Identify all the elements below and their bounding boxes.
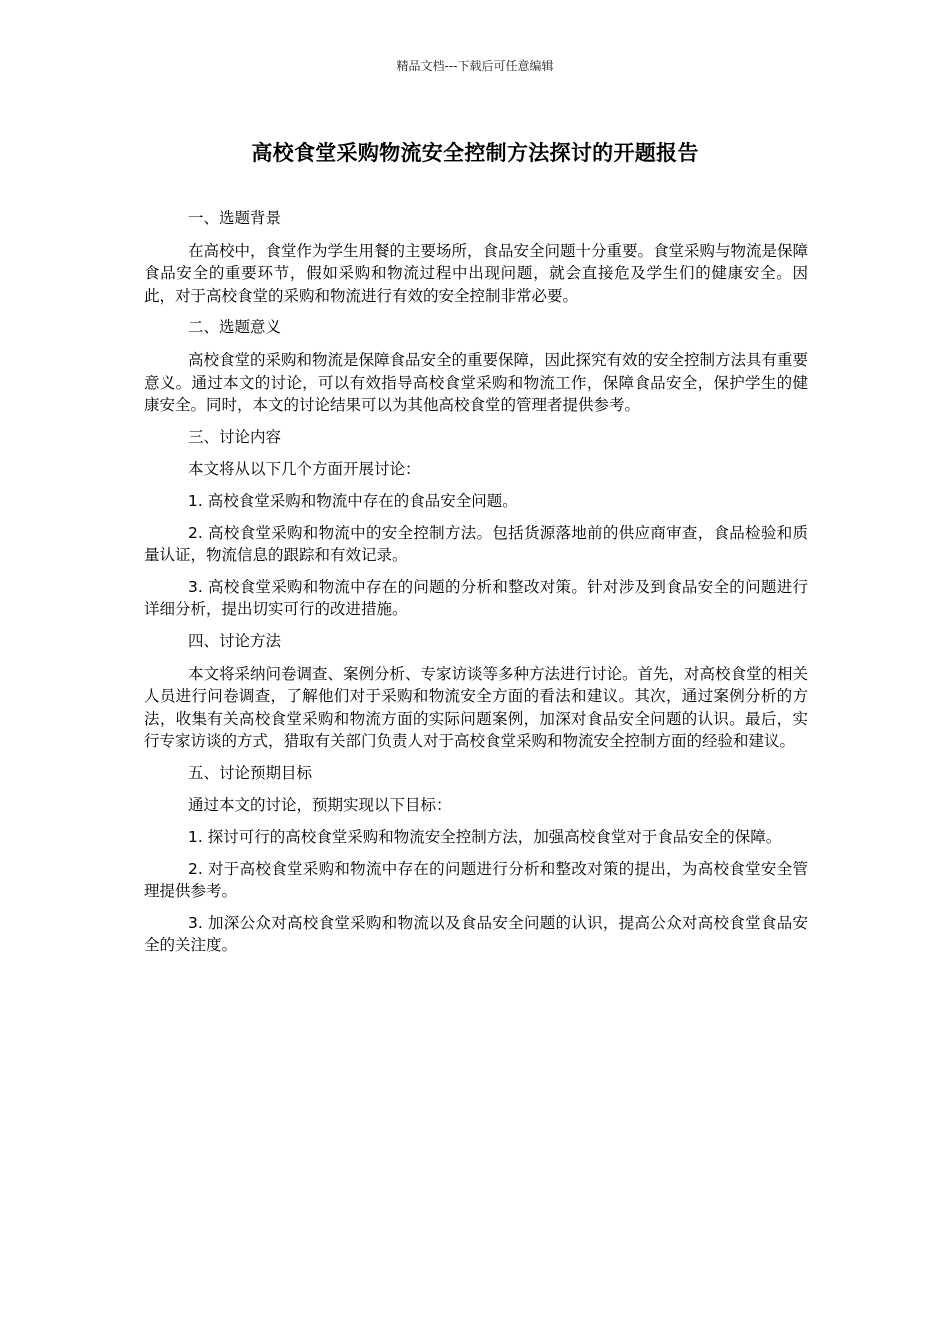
paragraph: 本文将采纳问卷调查、案例分析、专家访谈等多种方法进行讨论。首先，对高校食堂的相关人员进行问卷调查，了解他们对于采购和物流安全方面的看法和建议。其次，通过案例分析的方法，收集有关高校食堂采购和物流方面的实际问题案例，加深对食品安全问题的认识。最后，实行专家访谈的方式，猎取有关部门负责人对于高校食堂采购和物流安全控制方面的经验和建议。 bbox=[144, 664, 809, 751]
list-item: 1. 探讨可行的高校食堂采购和物流安全控制方法，加强高校食堂对于食品安全的保障。 bbox=[188, 828, 782, 847]
paragraph: 高校食堂的采购和物流是保障食品安全的重要保障，因此探究有效的安全控制方法具有重要意义。通过本文的讨论，可以有效指导高校食堂采购和物流工作，保障食品安全，保护学生的健康安全。同时，本文的讨论结果可以为其他高校食堂的管理者提供参考。 bbox=[144, 350, 809, 415]
list-item: 3. 加深公众对高校食堂采购和物流以及食品安全问题的认识，提高公众对高校食堂食品安全的关注度。 bbox=[144, 913, 808, 955]
section-heading-significance: 二、选题意义 bbox=[188, 318, 282, 337]
document-body bbox=[144, 207, 808, 966]
paragraph: 在高校中，食堂作为学生用餐的主要场所，食品安全问题十分重要。食堂采购与物流是保障食品安全的重要环节，假如采购和物流过程中出现问题，就会直接危及学生们的健康安全。因此，对于高校食堂的采购和物流进行有效的安全控制非常必要。 bbox=[144, 241, 809, 305]
list-item: 2. 对于高校食堂采购和物流中存在的问题进行分析和整改对策的提出，为高校食堂安全管理提供参考。 bbox=[144, 859, 808, 901]
list-item: 2. 高校食堂采购和物流中的安全控制方法。包括货源落地前的供应商审查，食品检验和质量认证，物流信息的跟踪和有效记录。 bbox=[144, 523, 808, 565]
paragraph: 通过本文的讨论，预期实现以下目标： bbox=[188, 796, 452, 815]
section-heading-content: 三、讨论内容 bbox=[188, 427, 282, 446]
document-title: 高校食堂采购物流安全控制方法探讨的开题报告 bbox=[251, 141, 699, 165]
section-heading-goals: 五、讨论预期目标 bbox=[188, 763, 313, 782]
header-note: 精品文档---下载后可任意编辑 bbox=[396, 59, 554, 73]
paragraph: 本文将从以下几个方面开展讨论： bbox=[188, 460, 421, 479]
section-heading-methods: 四、讨论方法 bbox=[188, 631, 282, 650]
list-item: 1. 高校食堂采购和物流中存在的食品安全问题。 bbox=[188, 491, 518, 510]
section-heading-background: 一、选题背景 bbox=[188, 209, 282, 227]
list-item: 3. 高校食堂采购和物流中存在的问题的分析和整改对策。针对涉及到食品安全的问题进行详细分析，提出切实可行的改进措施。 bbox=[144, 577, 808, 619]
